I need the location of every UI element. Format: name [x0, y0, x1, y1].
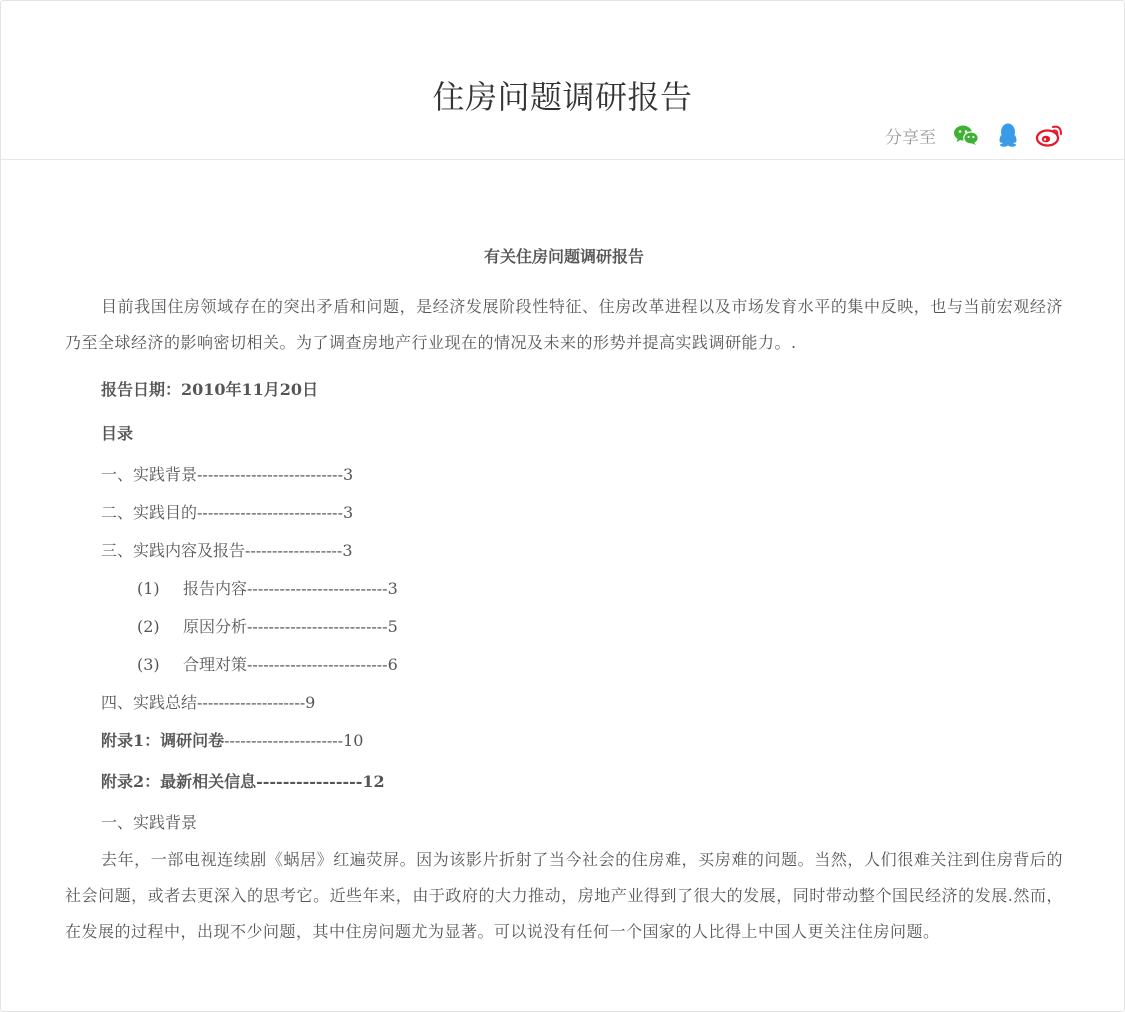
toc-subitem-text: 原因分析--------------------------5: [183, 617, 398, 636]
appendix-1-dashes: ----------------------10: [224, 731, 364, 750]
share-bar: [885, 122, 1064, 148]
page-title: 住房问题调研报告: [432, 78, 693, 117]
weibo-icon[interactable]: [1036, 122, 1064, 148]
toc-subitem-number: (1): [137, 579, 160, 598]
toc-subitem: [65, 570, 1063, 608]
qq-icon[interactable]: [994, 122, 1022, 148]
page-header: [1, 1, 1124, 160]
article-heading: 有关住房问题调研报告: [483, 247, 644, 266]
toc-subitem-text: 报告内容--------------------------3: [183, 579, 398, 598]
toc-subitem-number: (3): [137, 655, 160, 674]
toc-title: 目录: [101, 424, 134, 443]
toc-subitem-number: (2): [137, 617, 160, 636]
toc-item: 二、实践目的---------------------------3: [101, 503, 354, 522]
article-body: [65, 242, 1063, 950]
toc-item: 一、实践背景---------------------------3: [101, 465, 354, 484]
toc-subitem: [65, 608, 1063, 646]
wechat-icon[interactable]: [952, 122, 980, 148]
toc-item: 三、实践内容及报告------------------3: [101, 541, 353, 560]
toc-item: 四、实践总结--------------------9: [101, 693, 316, 712]
toc-subitem-text: 合理对策--------------------------6: [183, 655, 398, 674]
report-date: 报告日期：2010年11月20日: [101, 380, 319, 399]
section-paragraph: 去年，一部电视连续剧《蜗居》红遍荧屏。因为该影片折射了当今社会的住房难，买房难的问题。当然，人们很难关注到住房背后的社会问题，或者去更深入的思考它。近些年来，由于政府的大力推动，房地产业得到了很大的发展，同时带动整个国民经济的发展.然而，在发展的过程中，出现不少问题，其中住房问题尤为显著。可以说没有任何一个国家的人比得上中国人更关注住房问题。: [65, 850, 1063, 941]
toc-appendix-1: [65, 722, 1063, 760]
section-heading: 一、实践背景: [101, 813, 198, 832]
toc-subitem: [65, 646, 1063, 684]
share-label: 分享至: [885, 127, 936, 148]
toc-appendix-2: 附录2：最新相关信息----------------12: [101, 772, 385, 791]
intro-paragraph: 目前我国住房领域存在的突出矛盾和问题，是经济发展阶段性特征、住房改革进程以及市场发育水平的集中反映，也与当前宏观经济乃至全球经济的影响密切相关。为了调查房地产行业现在的情况及未来的形势并提高实践调研能力。.: [65, 297, 1063, 352]
appendix-1-label: 附录1：调研问卷: [101, 731, 225, 750]
